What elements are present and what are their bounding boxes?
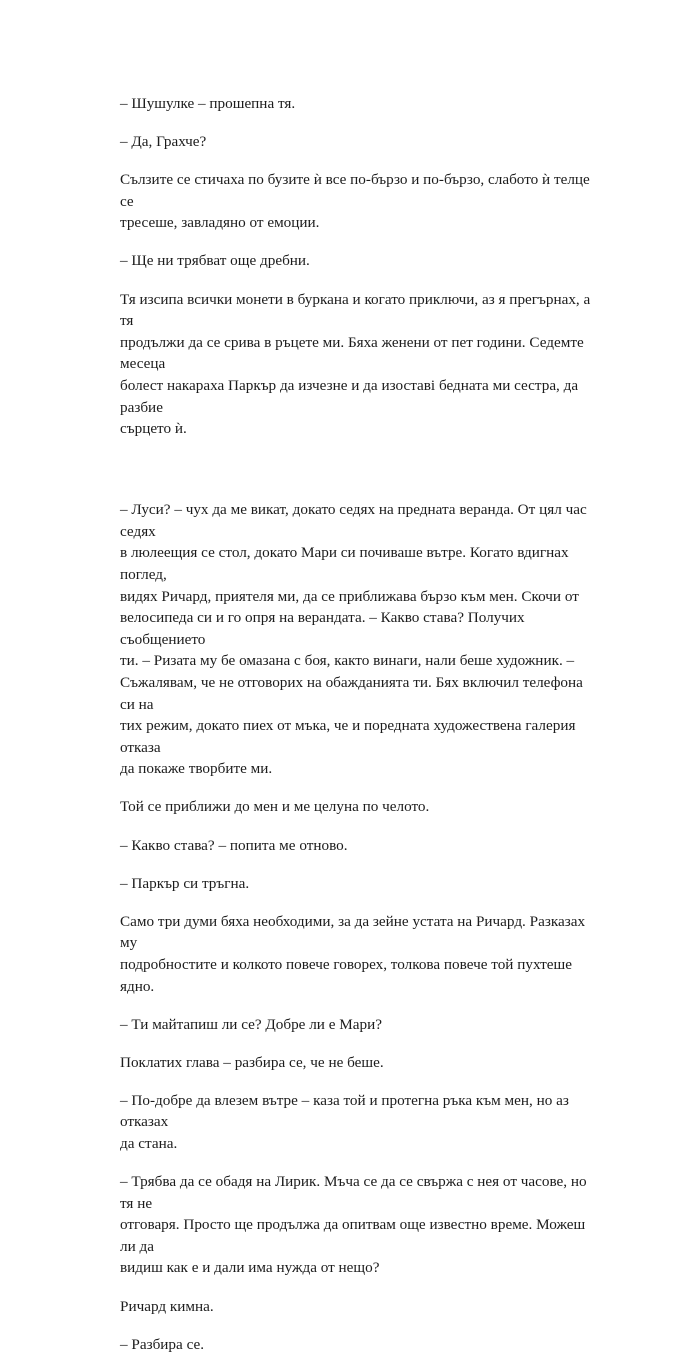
paragraph: – Да, Грахче? [120, 133, 207, 151]
paragraph: – По-добре да влезем вътре – каза той и протегна ръка към мен, но аз отказах да стана. [120, 1091, 569, 1152]
paragraph: Ричард кимна. [120, 1297, 214, 1315]
paragraph: – Шушулке – прошепна тя. [120, 95, 296, 112]
scene-break [120, 456, 598, 499]
paragraph: Само три думи бяха необходими, за да зейне устата на Ричард. Разказах му подробностите и колкото повече говорех, толкова повече той пухтеше ядно. [120, 912, 586, 995]
paragraph: – Ще ни трябват още дребни. [120, 252, 310, 270]
paragraph: – Какво става? – попита ме отново. [120, 836, 348, 854]
paragraph: Той се приближи до мен и ме целуна по челото. [120, 798, 430, 816]
paragraph: Сълзите се стичаха по бузите ѝ все по-бързо и по-бързо, слабото ѝ телце се тресеше, завладяно от емоции. [120, 171, 590, 232]
paragraph: – Разбира се. [120, 1335, 205, 1353]
paragraph: Поклатих глава – разбира се, че не беше. [120, 1053, 384, 1071]
paragraph: Тя изсипа всички монети в буркана и когато приключи, аз я прегърнах, а тя продължи да се срива в ръцете ми. Бяха женени от пет години. Седемте месеца болест накараха Паркър да изчезне и да изоставі бедната ми сестра, да разбие сърцето ѝ. [120, 290, 591, 438]
paragraph: – Паркър си тръгна. [120, 874, 250, 892]
paragraph: – Трябва да се обадя на Лирик. Мъча се да се свържа с нея от часове, но тя не отговаря. Просто ще продължа да опитвам още известно време. Можеш ли да видиш как е и дали има нужда от нещо? [120, 1173, 587, 1277]
paragraph: – Луси? – чух да ме викат, докато седях на предната веранда. От цял час седях в люлеещия се стол, докато Мари си почиваше вътре. Когато вдигнах поглед, видях Ричард, приятеля ми, да се приближава бързо към мен. Скочи от велосипеда си и го опря на верандата. – Какво става? Получих съобщението ти. – Ризата му бе омазана с боя, както винаги, нали беше художник. – Съжалявам, че не отговорих на обажданията ти. Бях включил телефона си на тих режим, докато пиех от мъка, че и поредната художествена галерия отказа да покаже творбите ми. [120, 501, 587, 778]
paragraph: – Ти майтапиш ли се? Добре ли е Мари? [120, 1015, 382, 1033]
